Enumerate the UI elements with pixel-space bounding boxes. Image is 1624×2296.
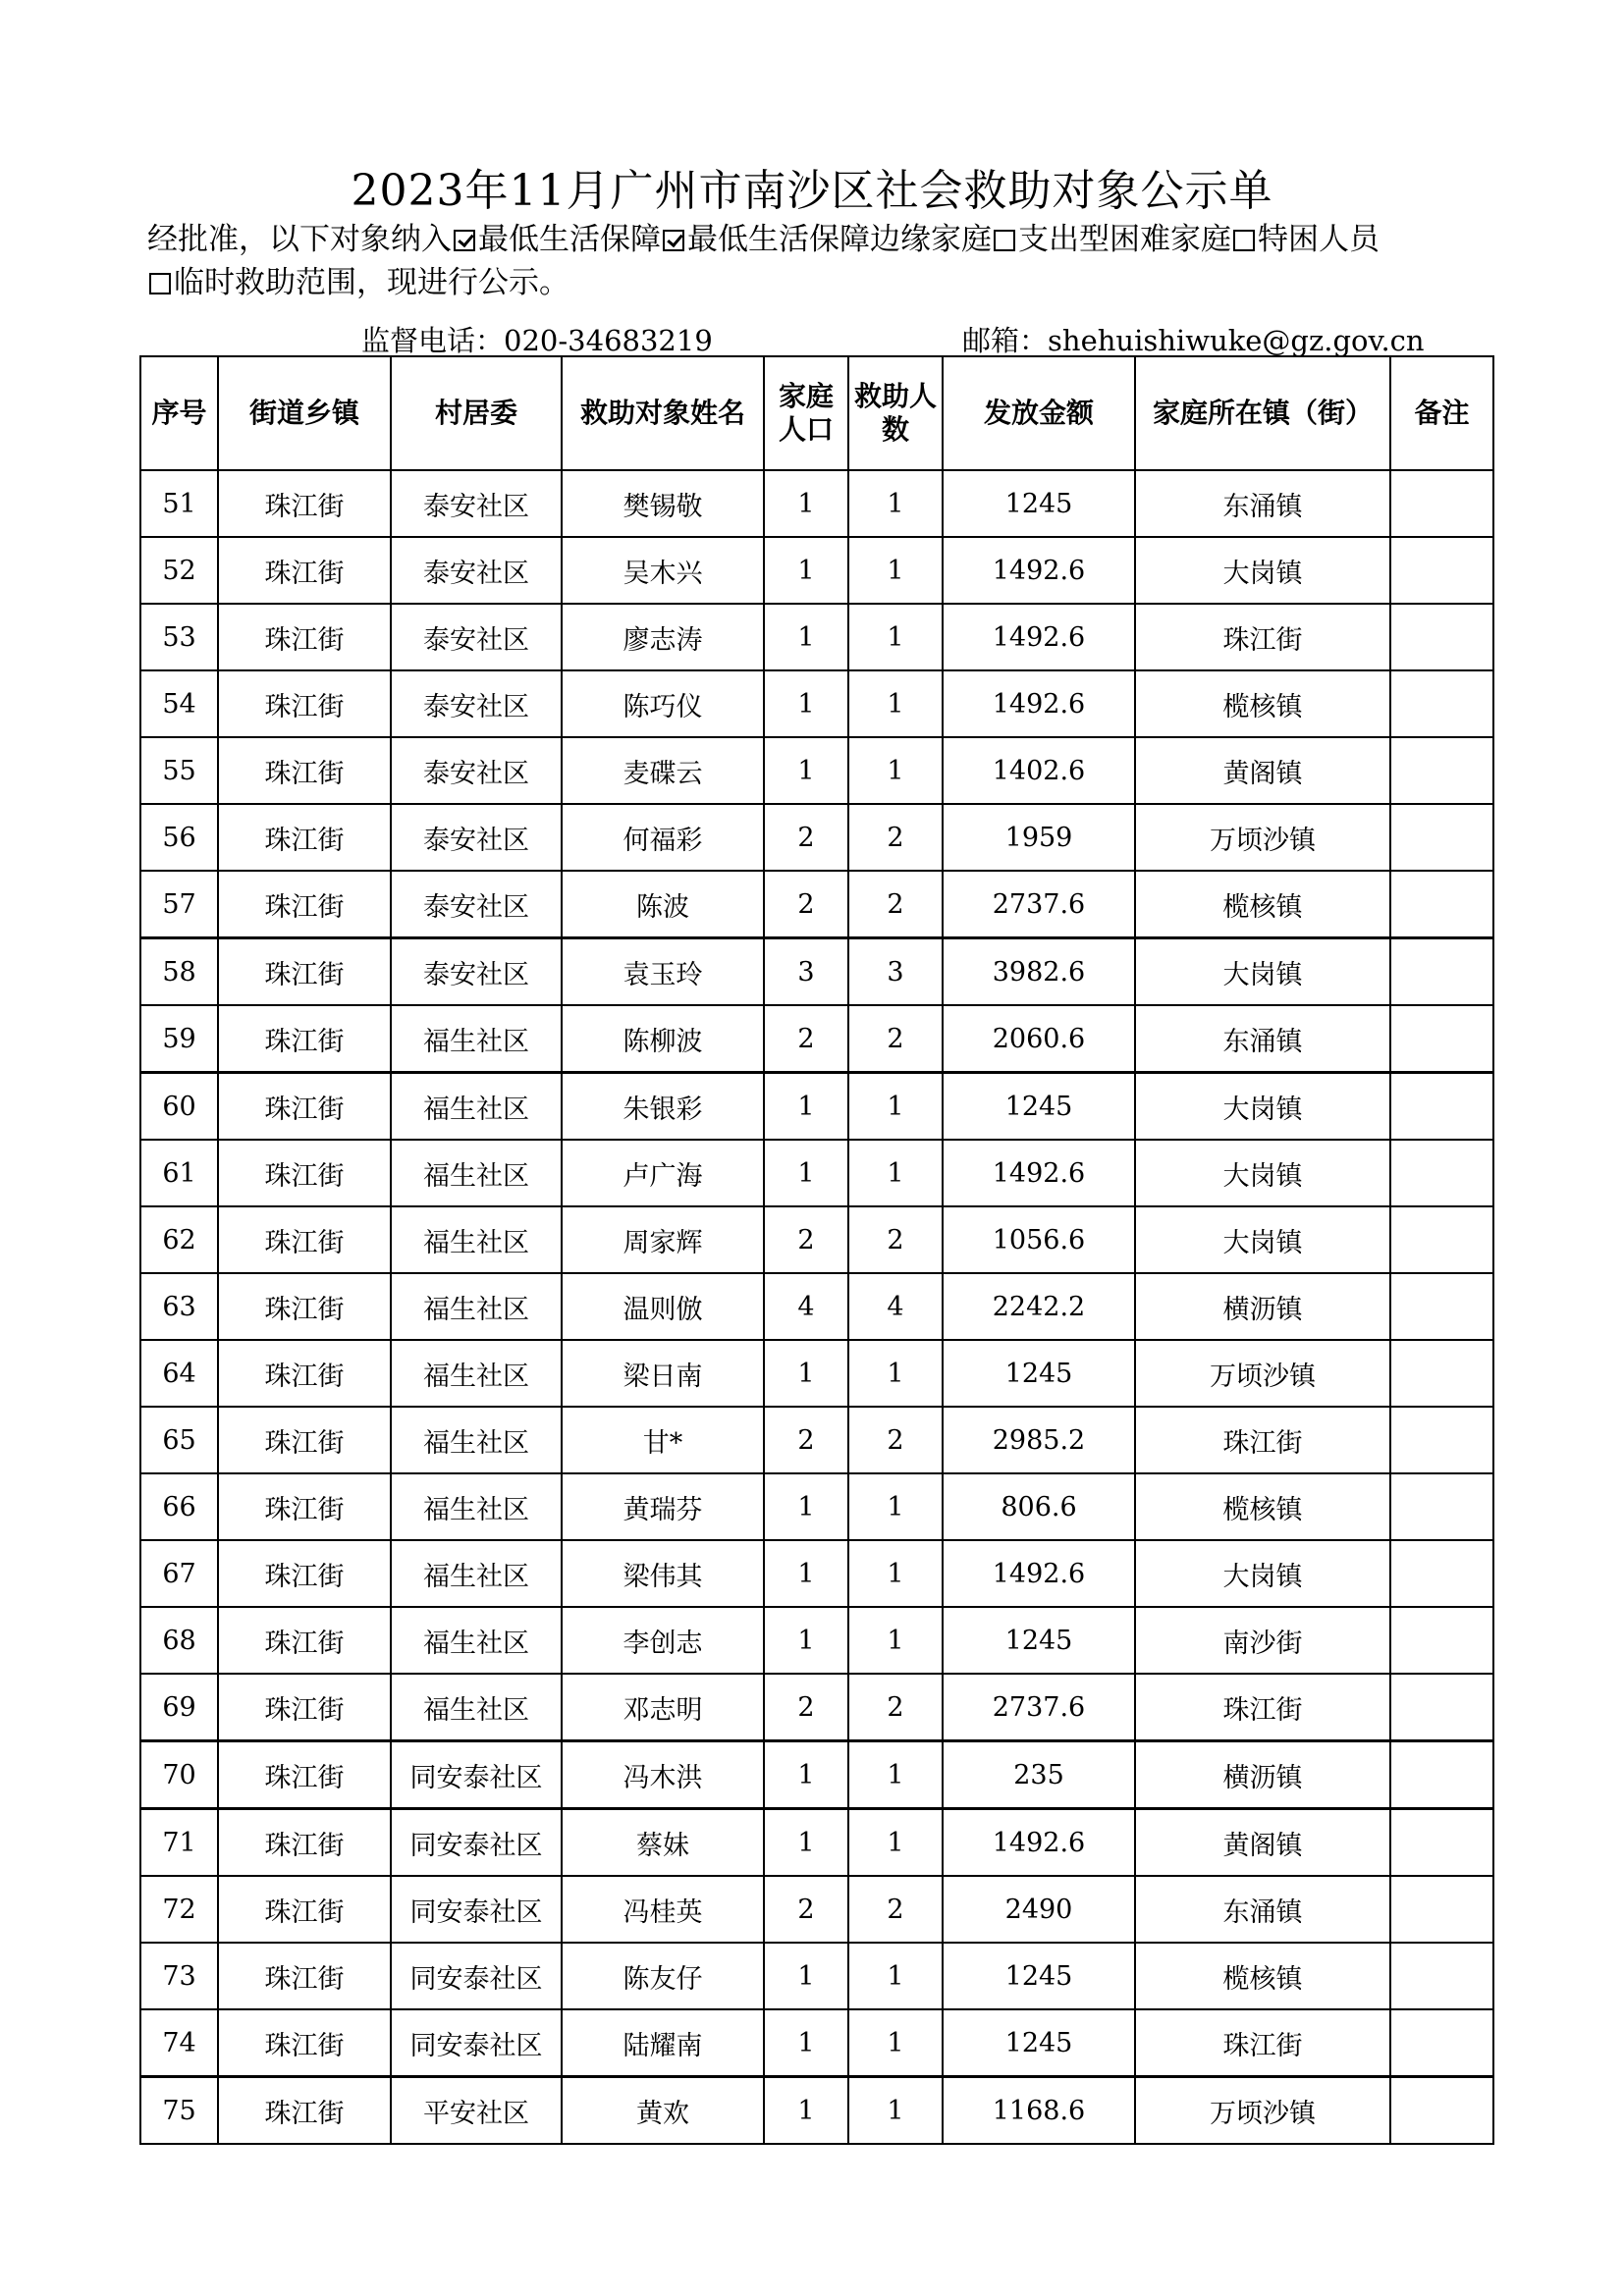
col-remark-cell bbox=[1390, 537, 1493, 604]
col-recipients-cell: 1 bbox=[848, 1741, 943, 1809]
col-household-size-cell: 1 bbox=[764, 2077, 848, 2145]
header-col-remark: 备注 bbox=[1390, 356, 1493, 470]
col-community-cell: 福生社区 bbox=[391, 1005, 562, 1073]
col-street-cell: 珠江街 bbox=[218, 1607, 391, 1674]
col-amount-cell: 1245 bbox=[943, 1943, 1135, 2009]
col-name-cell: 陆耀南 bbox=[562, 2009, 764, 2077]
col-amount-cell: 2985.2 bbox=[943, 1407, 1135, 1473]
col-street-cell: 珠江街 bbox=[218, 1073, 391, 1141]
col-household-size-cell: 1 bbox=[764, 1473, 848, 1540]
col-recipients-cell: 2 bbox=[848, 1407, 943, 1473]
table-row bbox=[140, 938, 1493, 1006]
col-index-cell: 70 bbox=[140, 1741, 218, 1809]
col-index-cell: 60 bbox=[140, 1073, 218, 1141]
table-row bbox=[140, 470, 1493, 537]
col-remark-cell bbox=[1390, 1206, 1493, 1273]
col-remark-cell bbox=[1390, 938, 1493, 1006]
col-index-cell: 69 bbox=[140, 1674, 218, 1741]
checkbox-icon bbox=[663, 230, 684, 251]
col-community-cell: 同安泰社区 bbox=[391, 1809, 562, 1877]
col-town-cell: 万顷沙镇 bbox=[1135, 1340, 1390, 1407]
col-street-cell: 珠江街 bbox=[218, 1340, 391, 1407]
col-recipients-cell: 2 bbox=[848, 1005, 943, 1073]
col-street-cell: 珠江街 bbox=[218, 737, 391, 804]
col-remark-cell bbox=[1390, 871, 1493, 938]
col-household-size-cell: 1 bbox=[764, 2009, 848, 2077]
col-community-cell: 同安泰社区 bbox=[391, 1876, 562, 1943]
col-town-cell: 东涌镇 bbox=[1135, 1005, 1390, 1073]
col-index-cell: 58 bbox=[140, 938, 218, 1006]
col-name-cell: 陈巧仪 bbox=[562, 670, 764, 737]
table-row bbox=[140, 804, 1493, 871]
header-row bbox=[140, 356, 1493, 470]
col-street-cell: 珠江街 bbox=[218, 871, 391, 938]
col-household-size-cell: 1 bbox=[764, 1809, 848, 1877]
col-town-cell: 大岗镇 bbox=[1135, 938, 1390, 1006]
supervision-phone bbox=[361, 319, 713, 359]
col-community-cell: 泰安社区 bbox=[391, 938, 562, 1006]
col-town-cell: 榄核镇 bbox=[1135, 670, 1390, 737]
option-label: 最低生活保障边缘家庭 bbox=[687, 222, 992, 257]
col-index-cell: 74 bbox=[140, 2009, 218, 2077]
col-name-cell: 黄瑞芬 bbox=[562, 1473, 764, 1540]
col-recipients-cell: 1 bbox=[848, 1607, 943, 1674]
col-town-cell: 珠江街 bbox=[1135, 2009, 1390, 2077]
col-recipients-cell: 2 bbox=[848, 1876, 943, 1943]
col-amount-cell: 1245 bbox=[943, 2009, 1135, 2077]
col-remark-cell bbox=[1390, 1876, 1493, 1943]
col-community-cell: 福生社区 bbox=[391, 1273, 562, 1340]
col-household-size-cell: 2 bbox=[764, 1407, 848, 1473]
col-street-cell: 珠江街 bbox=[218, 1473, 391, 1540]
option-label: 支出型困难家庭 bbox=[1018, 222, 1231, 257]
col-community-cell: 福生社区 bbox=[391, 1674, 562, 1741]
col-community-cell: 福生社区 bbox=[391, 1540, 562, 1607]
col-index-cell: 51 bbox=[140, 470, 218, 537]
col-name-cell: 蔡妹 bbox=[562, 1809, 764, 1877]
phone-number: 020-34683219 bbox=[504, 324, 713, 357]
col-community-cell: 福生社区 bbox=[391, 1407, 562, 1473]
col-remark-cell bbox=[1390, 1140, 1493, 1206]
col-recipients-cell: 1 bbox=[848, 2077, 943, 2145]
col-household-size-cell: 3 bbox=[764, 938, 848, 1006]
col-street-cell: 珠江街 bbox=[218, 1674, 391, 1741]
col-remark-cell bbox=[1390, 737, 1493, 804]
col-amount-cell: 1245 bbox=[943, 1340, 1135, 1407]
col-community-cell: 泰安社区 bbox=[391, 737, 562, 804]
col-town-cell: 珠江街 bbox=[1135, 1674, 1390, 1741]
col-amount-cell: 1245 bbox=[943, 1607, 1135, 1674]
col-household-size-cell: 1 bbox=[764, 1540, 848, 1607]
col-recipients-cell: 1 bbox=[848, 604, 943, 670]
col-index-cell: 64 bbox=[140, 1340, 218, 1407]
col-town-cell: 黄阁镇 bbox=[1135, 1809, 1390, 1877]
col-community-cell: 福生社区 bbox=[391, 1340, 562, 1407]
col-community-cell: 泰安社区 bbox=[391, 470, 562, 537]
col-street-cell: 珠江街 bbox=[218, 1206, 391, 1273]
col-recipients-cell: 1 bbox=[848, 2009, 943, 2077]
col-household-size-cell: 1 bbox=[764, 537, 848, 604]
col-name-cell: 甘* bbox=[562, 1407, 764, 1473]
col-street-cell: 珠江街 bbox=[218, 938, 391, 1006]
col-household-size-cell: 1 bbox=[764, 1943, 848, 2009]
col-name-cell: 朱银彩 bbox=[562, 1073, 764, 1141]
col-amount-cell: 3982.6 bbox=[943, 938, 1135, 1006]
table-row bbox=[140, 1206, 1493, 1273]
col-name-cell: 卢广海 bbox=[562, 1140, 764, 1206]
col-amount-cell: 1492.6 bbox=[943, 670, 1135, 737]
col-household-size-cell: 1 bbox=[764, 1073, 848, 1141]
col-town-cell: 珠江街 bbox=[1135, 604, 1390, 670]
col-name-cell: 冯桂英 bbox=[562, 1876, 764, 1943]
col-remark-cell bbox=[1390, 1809, 1493, 1877]
col-index-cell: 67 bbox=[140, 1540, 218, 1607]
table-row bbox=[140, 1473, 1493, 1540]
col-name-cell: 何福彩 bbox=[562, 804, 764, 871]
col-street-cell: 珠江街 bbox=[218, 470, 391, 537]
col-community-cell: 泰安社区 bbox=[391, 604, 562, 670]
col-community-cell: 泰安社区 bbox=[391, 871, 562, 938]
option-label: 临时救助范围，现进行公示。 bbox=[174, 265, 569, 300]
col-remark-cell bbox=[1390, 1674, 1493, 1741]
col-community-cell: 同安泰社区 bbox=[391, 2009, 562, 2077]
col-town-cell: 东涌镇 bbox=[1135, 1876, 1390, 1943]
table-row bbox=[140, 604, 1493, 670]
col-recipients-cell: 2 bbox=[848, 1206, 943, 1273]
col-name-cell: 冯木洪 bbox=[562, 1741, 764, 1809]
col-amount-cell: 1492.6 bbox=[943, 1140, 1135, 1206]
col-amount-cell: 2490 bbox=[943, 1876, 1135, 1943]
col-household-size-cell: 1 bbox=[764, 470, 848, 537]
col-household-size-cell: 2 bbox=[764, 1876, 848, 1943]
col-household-size-cell: 1 bbox=[764, 1140, 848, 1206]
col-household-size-cell: 1 bbox=[764, 1607, 848, 1674]
header-col-name: 救助对象姓名 bbox=[562, 356, 764, 470]
col-name-cell: 李创志 bbox=[562, 1607, 764, 1674]
col-town-cell: 万顷沙镇 bbox=[1135, 2077, 1390, 2145]
col-community-cell: 平安社区 bbox=[391, 2077, 562, 2145]
col-name-cell: 梁伟其 bbox=[562, 1540, 764, 1607]
col-index-cell: 65 bbox=[140, 1407, 218, 1473]
intro-prefix: 经批准，以下对象纳入 bbox=[147, 222, 452, 257]
col-name-cell: 周家辉 bbox=[562, 1206, 764, 1273]
col-street-cell: 珠江街 bbox=[218, 1140, 391, 1206]
col-street-cell: 珠江街 bbox=[218, 537, 391, 604]
col-town-cell: 万顷沙镇 bbox=[1135, 804, 1390, 871]
col-community-cell: 同安泰社区 bbox=[391, 1741, 562, 1809]
table-row bbox=[140, 1005, 1493, 1073]
col-amount-cell: 1492.6 bbox=[943, 1809, 1135, 1877]
col-town-cell: 榄核镇 bbox=[1135, 1473, 1390, 1540]
col-street-cell: 珠江街 bbox=[218, 1741, 391, 1809]
col-household-size-cell: 1 bbox=[764, 737, 848, 804]
col-name-cell: 樊锡敬 bbox=[562, 470, 764, 537]
col-remark-cell bbox=[1390, 1741, 1493, 1809]
col-amount-cell: 2242.2 bbox=[943, 1273, 1135, 1340]
col-recipients-cell: 1 bbox=[848, 670, 943, 737]
col-town-cell: 大岗镇 bbox=[1135, 1073, 1390, 1141]
col-town-cell: 黄阁镇 bbox=[1135, 737, 1390, 804]
col-community-cell: 福生社区 bbox=[391, 1140, 562, 1206]
option-label: 特困人员 bbox=[1258, 222, 1380, 257]
col-street-cell: 珠江街 bbox=[218, 1407, 391, 1473]
col-index-cell: 56 bbox=[140, 804, 218, 871]
table-row bbox=[140, 2009, 1493, 2077]
col-name-cell: 陈友仔 bbox=[562, 1943, 764, 2009]
col-street-cell: 珠江街 bbox=[218, 1540, 391, 1607]
intro-paragraph bbox=[147, 218, 1502, 304]
col-amount-cell: 1402.6 bbox=[943, 737, 1135, 804]
col-household-size-cell: 2 bbox=[764, 871, 848, 938]
col-recipients-cell: 3 bbox=[848, 938, 943, 1006]
col-amount-cell: 1056.6 bbox=[943, 1206, 1135, 1273]
header-col-index: 序号 bbox=[140, 356, 218, 470]
col-amount-cell: 1168.6 bbox=[943, 2077, 1135, 2145]
col-household-size-cell: 1 bbox=[764, 1741, 848, 1809]
col-household-size-cell: 4 bbox=[764, 1273, 848, 1340]
col-name-cell: 袁玉玲 bbox=[562, 938, 764, 1006]
col-name-cell: 温则倣 bbox=[562, 1273, 764, 1340]
col-town-cell: 大岗镇 bbox=[1135, 537, 1390, 604]
col-household-size-cell: 1 bbox=[764, 670, 848, 737]
col-index-cell: 63 bbox=[140, 1273, 218, 1340]
col-street-cell: 珠江街 bbox=[218, 1876, 391, 1943]
col-remark-cell bbox=[1390, 670, 1493, 737]
col-index-cell: 72 bbox=[140, 1876, 218, 1943]
table-row bbox=[140, 737, 1493, 804]
col-amount-cell: 1492.6 bbox=[943, 537, 1135, 604]
col-street-cell: 珠江街 bbox=[218, 604, 391, 670]
col-town-cell: 横沥镇 bbox=[1135, 1741, 1390, 1809]
col-index-cell: 61 bbox=[140, 1140, 218, 1206]
col-recipients-cell: 1 bbox=[848, 1809, 943, 1877]
header-col-community: 村居委 bbox=[391, 356, 562, 470]
table-row bbox=[140, 670, 1493, 737]
col-remark-cell bbox=[1390, 1073, 1493, 1141]
col-amount-cell: 2737.6 bbox=[943, 1674, 1135, 1741]
checkbox-icon bbox=[1233, 230, 1255, 251]
col-town-cell: 大岗镇 bbox=[1135, 1206, 1390, 1273]
table-row bbox=[140, 1607, 1493, 1674]
col-community-cell: 福生社区 bbox=[391, 1607, 562, 1674]
col-index-cell: 66 bbox=[140, 1473, 218, 1540]
col-recipients-cell: 2 bbox=[848, 804, 943, 871]
table-row bbox=[140, 1809, 1493, 1877]
col-household-size-cell: 2 bbox=[764, 804, 848, 871]
col-index-cell: 75 bbox=[140, 2077, 218, 2145]
col-name-cell: 廖志涛 bbox=[562, 604, 764, 670]
col-name-cell: 黄欢 bbox=[562, 2077, 764, 2145]
col-remark-cell bbox=[1390, 804, 1493, 871]
table-body bbox=[140, 470, 1493, 2144]
col-town-cell: 大岗镇 bbox=[1135, 1140, 1390, 1206]
col-amount-cell: 1245 bbox=[943, 470, 1135, 537]
col-amount-cell: 1959 bbox=[943, 804, 1135, 871]
col-town-cell: 横沥镇 bbox=[1135, 1273, 1390, 1340]
col-index-cell: 62 bbox=[140, 1206, 218, 1273]
col-street-cell: 珠江街 bbox=[218, 1943, 391, 2009]
col-remark-cell bbox=[1390, 1005, 1493, 1073]
col-recipients-cell: 1 bbox=[848, 1473, 943, 1540]
col-community-cell: 福生社区 bbox=[391, 1206, 562, 1273]
col-remark-cell bbox=[1390, 1540, 1493, 1607]
header-col-town: 家庭所在镇（街） bbox=[1135, 356, 1390, 470]
page-title: 2023年11月广州市南沙区社会救助对象公示单 bbox=[351, 166, 1273, 216]
table-row bbox=[140, 1073, 1493, 1141]
col-street-cell: 珠江街 bbox=[218, 670, 391, 737]
col-index-cell: 52 bbox=[140, 537, 218, 604]
email-label: 邮箱： bbox=[962, 324, 1049, 357]
col-amount-cell: 1492.6 bbox=[943, 604, 1135, 670]
header-col-recipients: 救助人 数 bbox=[848, 356, 943, 470]
col-remark-cell bbox=[1390, 1273, 1493, 1340]
table-row bbox=[140, 1273, 1493, 1340]
table-row bbox=[140, 1540, 1493, 1607]
col-town-cell: 珠江街 bbox=[1135, 1407, 1390, 1473]
header-col-street: 街道乡镇 bbox=[218, 356, 391, 470]
assistance-table bbox=[139, 355, 1494, 2145]
contact-email bbox=[962, 319, 1425, 359]
col-street-cell: 珠江街 bbox=[218, 1809, 391, 1877]
col-recipients-cell: 1 bbox=[848, 1140, 943, 1206]
col-community-cell: 同安泰社区 bbox=[391, 1943, 562, 2009]
table-row bbox=[140, 2077, 1493, 2145]
checkbox-icon bbox=[994, 230, 1015, 251]
phone-label: 监督电话： bbox=[361, 324, 505, 357]
col-name-cell: 麦碟云 bbox=[562, 737, 764, 804]
col-household-size-cell: 2 bbox=[764, 1206, 848, 1273]
col-community-cell: 福生社区 bbox=[391, 1473, 562, 1540]
col-name-cell: 梁日南 bbox=[562, 1340, 764, 1407]
col-community-cell: 泰安社区 bbox=[391, 537, 562, 604]
col-recipients-cell: 1 bbox=[848, 737, 943, 804]
col-index-cell: 53 bbox=[140, 604, 218, 670]
col-remark-cell bbox=[1390, 1407, 1493, 1473]
col-amount-cell: 2737.6 bbox=[943, 871, 1135, 938]
col-index-cell: 55 bbox=[140, 737, 218, 804]
col-town-cell: 大岗镇 bbox=[1135, 1540, 1390, 1607]
col-index-cell: 54 bbox=[140, 670, 218, 737]
col-town-cell: 南沙街 bbox=[1135, 1607, 1390, 1674]
col-index-cell: 71 bbox=[140, 1809, 218, 1877]
table-row bbox=[140, 1876, 1493, 1943]
col-amount-cell: 2060.6 bbox=[943, 1005, 1135, 1073]
col-street-cell: 珠江街 bbox=[218, 804, 391, 871]
col-recipients-cell: 1 bbox=[848, 1340, 943, 1407]
table-row bbox=[140, 1407, 1493, 1473]
col-amount-cell: 1245 bbox=[943, 1073, 1135, 1141]
col-town-cell: 东涌镇 bbox=[1135, 470, 1390, 537]
col-amount-cell: 806.6 bbox=[943, 1473, 1135, 1540]
col-household-size-cell: 1 bbox=[764, 1340, 848, 1407]
col-town-cell: 榄核镇 bbox=[1135, 871, 1390, 938]
table-row bbox=[140, 871, 1493, 938]
table-row bbox=[140, 1140, 1493, 1206]
col-recipients-cell: 1 bbox=[848, 1540, 943, 1607]
col-name-cell: 邓志明 bbox=[562, 1674, 764, 1741]
col-remark-cell bbox=[1390, 470, 1493, 537]
col-street-cell: 珠江街 bbox=[218, 2077, 391, 2145]
col-remark-cell bbox=[1390, 604, 1493, 670]
col-index-cell: 73 bbox=[140, 1943, 218, 2009]
col-remark-cell bbox=[1390, 1473, 1493, 1540]
col-street-cell: 珠江街 bbox=[218, 1005, 391, 1073]
col-remark-cell bbox=[1390, 1607, 1493, 1674]
col-recipients-cell: 1 bbox=[848, 470, 943, 537]
header-col-household-size: 家庭 人口 bbox=[764, 356, 848, 470]
col-household-size-cell: 2 bbox=[764, 1674, 848, 1741]
col-household-size-cell: 2 bbox=[764, 1005, 848, 1073]
option-label: 最低生活保障 bbox=[478, 222, 661, 257]
col-community-cell: 泰安社区 bbox=[391, 670, 562, 737]
col-remark-cell bbox=[1390, 2009, 1493, 2077]
header-col-amount: 发放金额 bbox=[943, 356, 1135, 470]
table-row bbox=[140, 1741, 1493, 1809]
table-row bbox=[140, 1943, 1493, 2009]
col-index-cell: 59 bbox=[140, 1005, 218, 1073]
table-row bbox=[140, 1340, 1493, 1407]
col-recipients-cell: 1 bbox=[848, 537, 943, 604]
col-amount-cell: 235 bbox=[943, 1741, 1135, 1809]
col-remark-cell bbox=[1390, 1340, 1493, 1407]
col-recipients-cell: 2 bbox=[848, 1674, 943, 1741]
col-recipients-cell: 1 bbox=[848, 1943, 943, 2009]
col-street-cell: 珠江街 bbox=[218, 1273, 391, 1340]
col-town-cell: 榄核镇 bbox=[1135, 1943, 1390, 2009]
col-street-cell: 珠江街 bbox=[218, 2009, 391, 2077]
checkbox-icon bbox=[454, 230, 475, 251]
col-name-cell: 陈波 bbox=[562, 871, 764, 938]
col-remark-cell bbox=[1390, 1943, 1493, 2009]
table-row bbox=[140, 537, 1493, 604]
table-row bbox=[140, 1674, 1493, 1741]
col-name-cell: 陈柳波 bbox=[562, 1005, 764, 1073]
col-recipients-cell: 2 bbox=[848, 871, 943, 938]
col-recipients-cell: 1 bbox=[848, 1073, 943, 1141]
col-name-cell: 吴木兴 bbox=[562, 537, 764, 604]
col-index-cell: 68 bbox=[140, 1607, 218, 1674]
col-community-cell: 福生社区 bbox=[391, 1073, 562, 1141]
col-recipients-cell: 4 bbox=[848, 1273, 943, 1340]
col-community-cell: 泰安社区 bbox=[391, 804, 562, 871]
col-index-cell: 57 bbox=[140, 871, 218, 938]
checkbox-icon bbox=[149, 273, 171, 294]
col-remark-cell bbox=[1390, 2077, 1493, 2145]
col-household-size-cell: 1 bbox=[764, 604, 848, 670]
email-address: shehuishiwuke@gz.gov.cn bbox=[1048, 324, 1425, 357]
col-amount-cell: 1492.6 bbox=[943, 1540, 1135, 1607]
